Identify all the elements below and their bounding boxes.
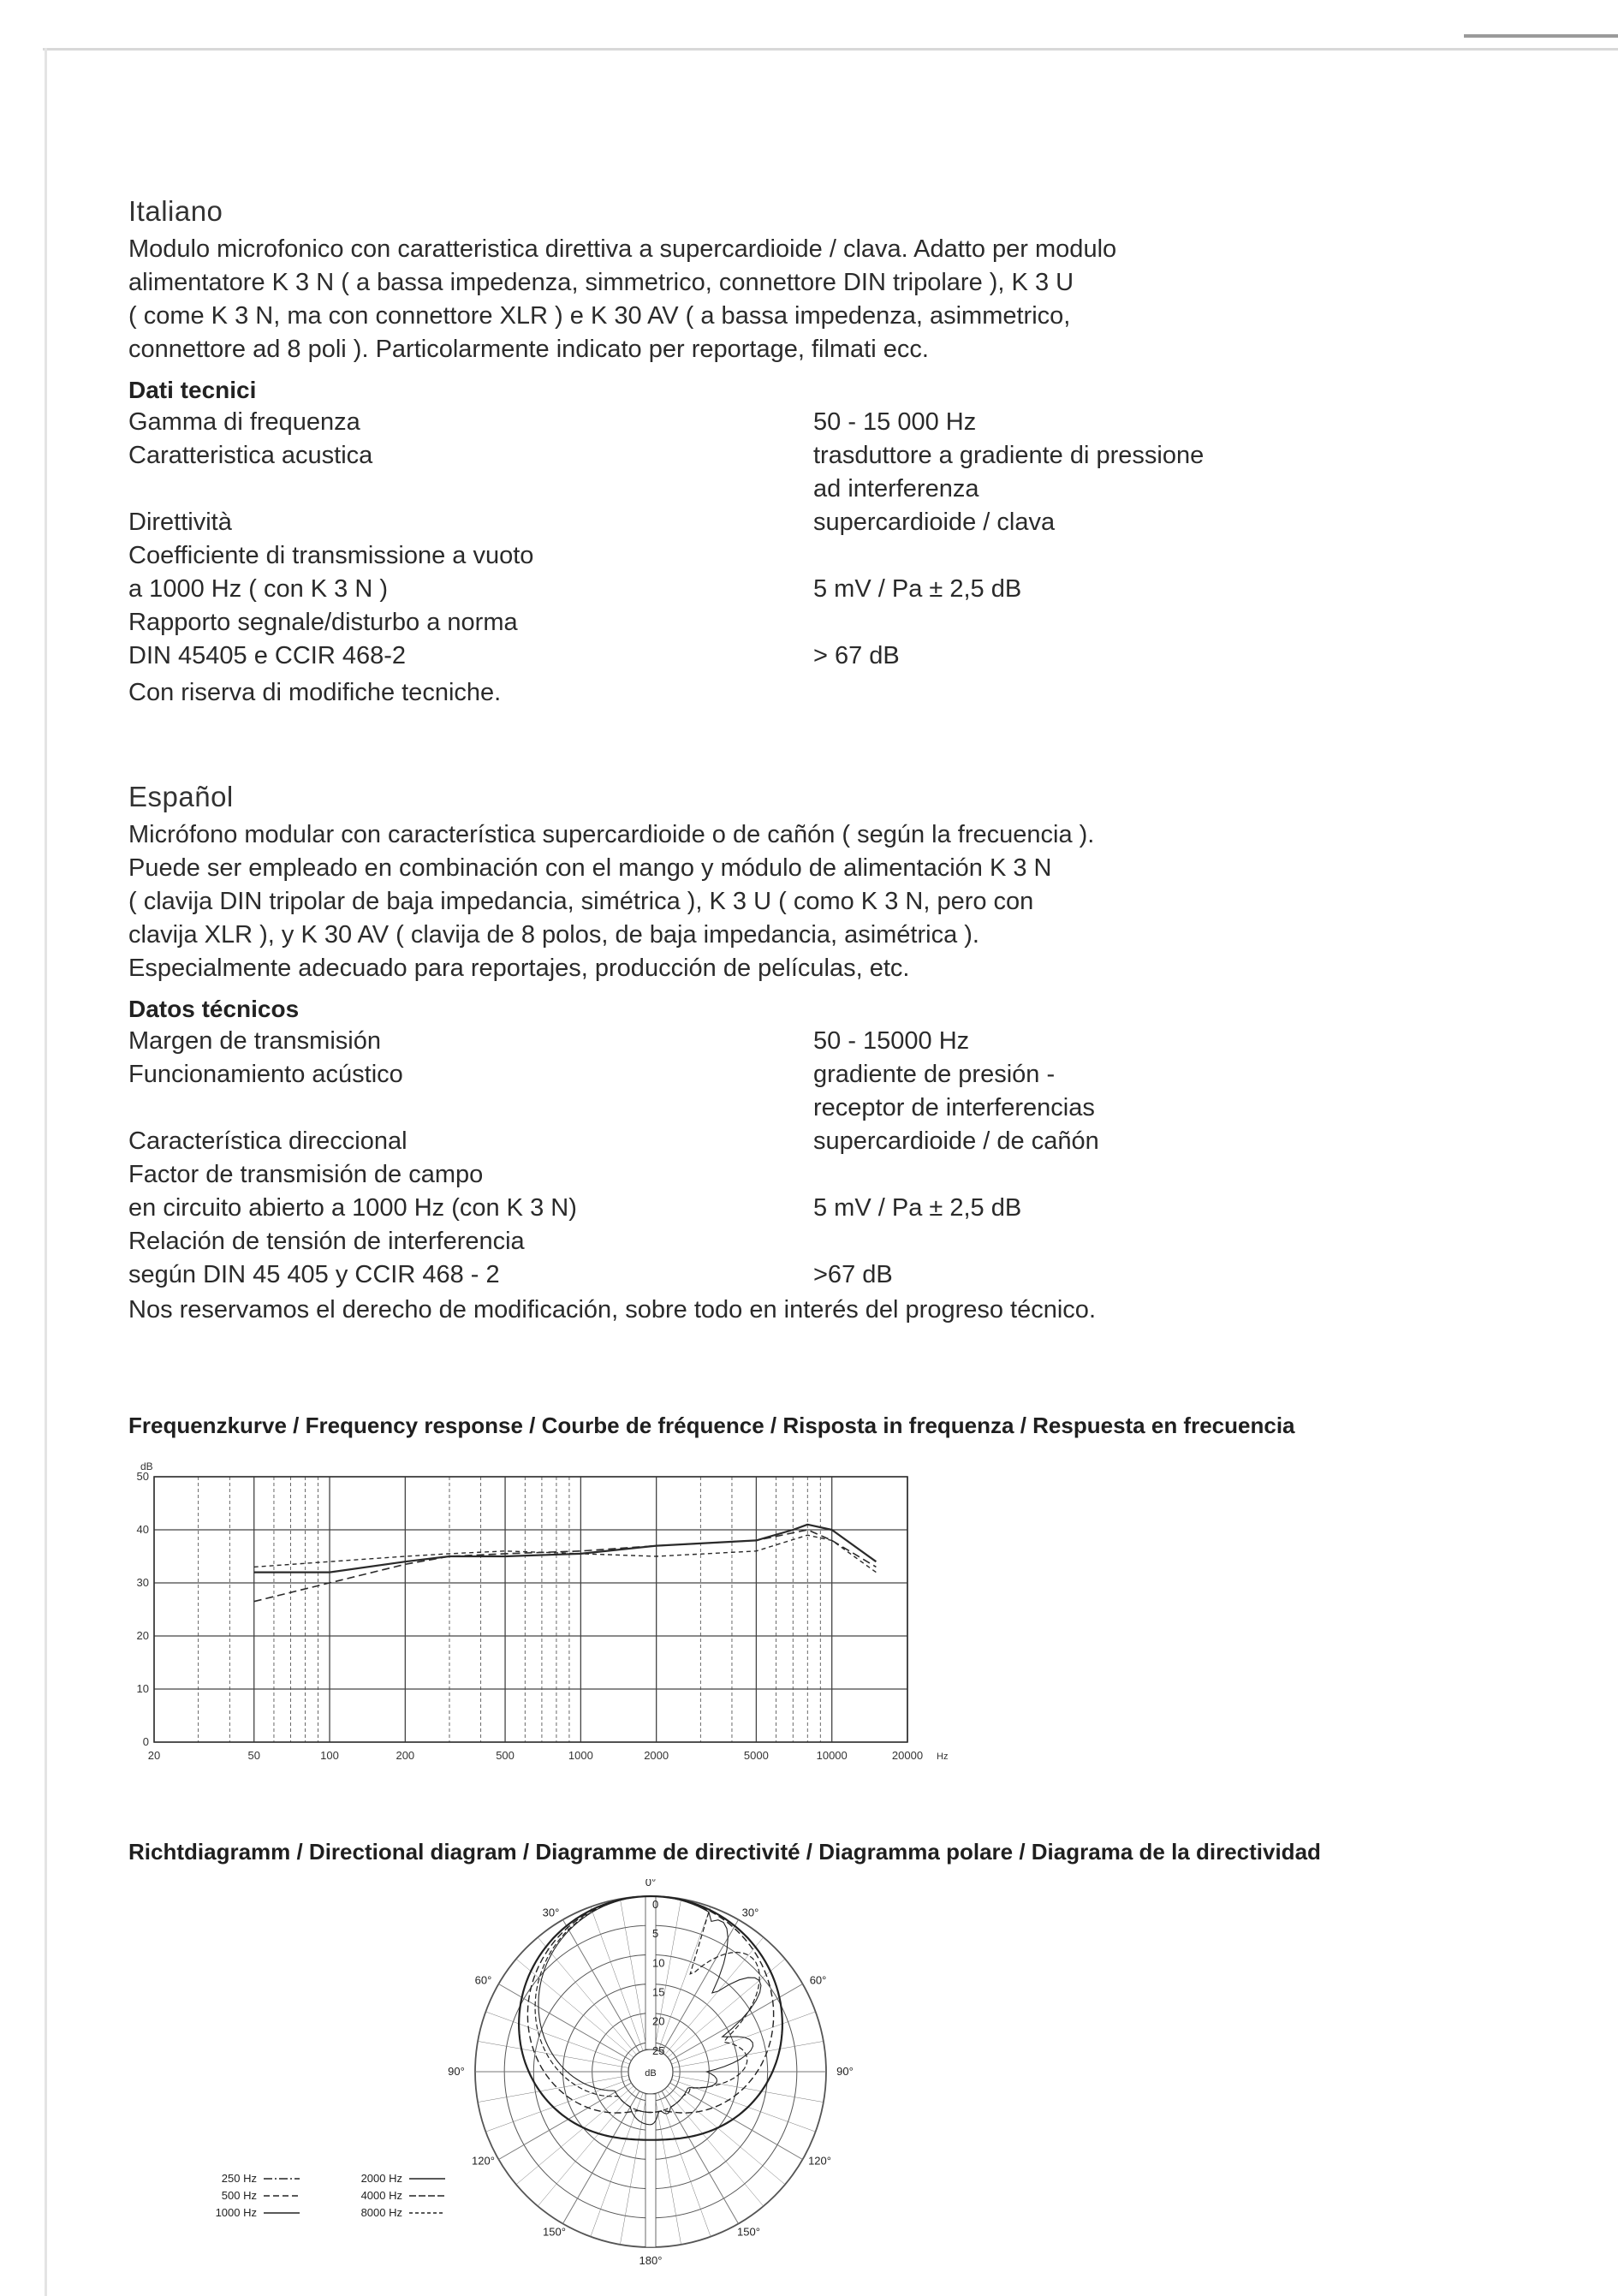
italiano-intro bbox=[128, 233, 1498, 366]
spec-label: Característica direccional bbox=[128, 1127, 407, 1155]
polar-spoke bbox=[671, 2079, 815, 2132]
polar-db-label: 20 bbox=[652, 2014, 665, 2028]
polar-spoke bbox=[673, 2076, 824, 2103]
spec-label: Funcionamiento acústico bbox=[128, 1061, 403, 1088]
spec-label: Caratteristica acustica bbox=[128, 442, 373, 469]
polar-spoke bbox=[655, 2094, 681, 2245]
polar-center-unit: dB bbox=[645, 2068, 657, 2079]
intro-line: alimentatore K 3 N ( a bassa impedenza, simmetrico, connettore DIN tripolare ), K 3 U bbox=[128, 269, 1074, 296]
italiano-spec-heading: Dati tecnici bbox=[128, 377, 257, 403]
intro-line: Modulo microfonico con caratteristica direttiva a supercardioide / clava. Adatto per modulo bbox=[128, 235, 1117, 263]
spec-value: >67 dB bbox=[813, 1261, 893, 1288]
scan-edge-left bbox=[45, 48, 47, 2296]
polar-legend bbox=[188, 2170, 479, 2230]
spec-label: Margen de transmisión bbox=[128, 1027, 381, 1055]
polar-spoke bbox=[516, 1959, 634, 2057]
legend-label: 1000 Hz bbox=[215, 2206, 257, 2219]
y-axis-unit: dB bbox=[140, 1460, 153, 1472]
polar-angle-label: 30° bbox=[741, 1906, 759, 1919]
spec-value: gradiente de presión - bbox=[813, 1061, 1056, 1088]
y-tick-label: 10 bbox=[136, 1682, 149, 1695]
polar-db-label: 25 bbox=[652, 2043, 665, 2057]
spec-label: Factor de transmisión de campo bbox=[128, 1161, 484, 1188]
polar-angle-label: 120° bbox=[808, 2154, 831, 2168]
polar-angle-label: 60° bbox=[474, 1973, 492, 1987]
intro-line: connettore ad 8 poli ). Particolarmente indicato per reportage, filmati ecc. bbox=[128, 336, 929, 363]
spec-label: Gamma di frequenza bbox=[128, 408, 360, 436]
frequency-response-chart bbox=[120, 1460, 1019, 1776]
polar-db-label: 5 bbox=[652, 1927, 659, 1941]
intro-line: Especialmente adecuado para reportajes, producción de películas, etc. bbox=[128, 955, 910, 982]
spec-label: a 1000 Hz ( con K 3 N ) bbox=[128, 575, 389, 603]
intro-line: ( come K 3 N, ma con connettore XLR ) e K 30 AV ( a bassa impedenza, asimmetrico, bbox=[128, 302, 1071, 330]
polar-angle-label: 150° bbox=[737, 2225, 760, 2239]
y-tick-label: 40 bbox=[136, 1523, 149, 1536]
chart-axis-labels bbox=[137, 1460, 949, 1762]
y-tick-label: 20 bbox=[136, 1629, 149, 1642]
chart-frame bbox=[154, 1477, 907, 1742]
spec-label: Coefficiente di transmissione a vuoto bbox=[128, 542, 534, 569]
polar-angle-label: 60° bbox=[809, 1973, 827, 1987]
spec-note: Nos reservamos el derecho de modificación, sobre todo en interés del progreso técnico. bbox=[128, 1296, 1096, 1323]
spec-value: supercardioide / de cañón bbox=[813, 1127, 1099, 1155]
intro-line: Puede ser empleado en combinación con el mango y módulo de alimentación K 3 N bbox=[128, 854, 1052, 882]
polar-spoke bbox=[498, 2083, 631, 2160]
legend-label: 250 Hz bbox=[221, 2172, 257, 2185]
x-tick-label: 10000 bbox=[816, 1749, 848, 1762]
spec-label: en circuito abierto a 1000 Hz (con K 3 N) bbox=[128, 1194, 577, 1222]
spec-value: 50 - 15 000 Hz bbox=[813, 408, 977, 436]
polar-spoke bbox=[563, 1919, 640, 2052]
x-tick-label: 2000 bbox=[644, 1749, 669, 1762]
polar-angle-label: 150° bbox=[543, 2225, 566, 2239]
polar-angle-label: 180° bbox=[639, 2254, 663, 2267]
section-italiano bbox=[128, 195, 1498, 714]
legend-label: 500 Hz bbox=[221, 2189, 257, 2202]
chart-grid bbox=[154, 1477, 907, 1742]
x-tick-label: 20 bbox=[147, 1749, 161, 1762]
chart-series bbox=[254, 1525, 877, 1602]
polar-spoke bbox=[673, 2041, 824, 2067]
x-tick-label: 50 bbox=[247, 1749, 260, 1762]
frequency-series-line bbox=[254, 1535, 877, 1572]
spec-value: trasduttore a gradiente di pressione bbox=[813, 442, 1205, 469]
polar-spoke bbox=[538, 1937, 636, 2055]
italiano-title: Italiano bbox=[128, 195, 223, 227]
intro-line: Micrófono modular con característica supercardioide o de cañón ( según la frecuencia ). bbox=[128, 821, 1095, 848]
polar-spoke bbox=[658, 2092, 711, 2236]
y-tick-label: 0 bbox=[142, 1735, 149, 1748]
y-tick-label: 50 bbox=[136, 1470, 149, 1483]
spec-value: 5 mV / Pa ± 2,5 dB bbox=[813, 1194, 1022, 1222]
spec-note: Con riserva di modifiche tecniche. bbox=[128, 679, 502, 706]
polar-scale-band bbox=[645, 2094, 656, 2247]
x-tick-label: 20000 bbox=[891, 1749, 924, 1762]
polar-spoke bbox=[658, 1906, 711, 2050]
polar-spoke bbox=[485, 2079, 629, 2132]
polar-spoke bbox=[516, 2086, 634, 2185]
y-tick-label: 30 bbox=[136, 1576, 149, 1589]
spec-value: receptor de interferencias bbox=[813, 1094, 1095, 1121]
x-axis-unit: Hz bbox=[937, 1752, 949, 1762]
x-tick-label: 5000 bbox=[743, 1749, 769, 1762]
x-tick-label: 1000 bbox=[568, 1749, 593, 1762]
spec-value: supercardioide / clava bbox=[813, 509, 1056, 536]
polar-db-label: 0 bbox=[652, 1898, 659, 1911]
polar-diagram bbox=[445, 1879, 890, 2281]
polar-spoke bbox=[485, 2012, 629, 2064]
italiano-spec-table bbox=[128, 406, 1498, 714]
espanol-spec-heading: Datos técnicos bbox=[128, 996, 300, 1022]
x-tick-label: 500 bbox=[496, 1749, 515, 1762]
section-espanol bbox=[128, 781, 1498, 1333]
polar-angle-label: 120° bbox=[472, 2154, 495, 2168]
polar-angle-label: 30° bbox=[542, 1906, 560, 1919]
intro-line: ( clavija DIN tripolar de baja impedancia, simétrica ), K 3 U ( como K 3 N, pero con bbox=[128, 888, 1034, 915]
spec-label: Rapporto segnale/disturbo a norma bbox=[128, 609, 518, 636]
polar-spoke bbox=[591, 2092, 643, 2236]
x-tick-label: 100 bbox=[320, 1749, 339, 1762]
polar-angle-label: 90° bbox=[836, 2065, 854, 2078]
polar-spoke bbox=[478, 2076, 628, 2103]
scan-edge-top bbox=[43, 48, 1618, 51]
spec-label: DIN 45405 e CCIR 468-2 bbox=[128, 642, 406, 669]
polar-db-label: 15 bbox=[652, 1985, 665, 1999]
frequency-response-title: Frequenzkurve / Frequency response / Courbe de fréquence / Risposta in frequenza / Respuesta en frecuencia bbox=[128, 1413, 1295, 1438]
legend-label: 2000 Hz bbox=[360, 2172, 402, 2185]
spec-value: 50 - 15000 Hz bbox=[813, 1027, 970, 1055]
frequency-series-line bbox=[254, 1530, 877, 1602]
spec-label: Relación de tensión de interferencia bbox=[128, 1228, 525, 1255]
spec-value: 5 mV / Pa ± 2,5 dB bbox=[813, 575, 1022, 603]
legend-label: 8000 Hz bbox=[360, 2206, 402, 2219]
polar-angle-label: 0° bbox=[645, 1879, 657, 1889]
polar-spoke bbox=[620, 1899, 646, 2049]
polar-spoke bbox=[620, 2094, 646, 2245]
spec-value: ad interferenza bbox=[813, 475, 979, 503]
polar-spoke bbox=[563, 2091, 640, 2224]
x-tick-label: 200 bbox=[396, 1749, 415, 1762]
polar-spoke bbox=[665, 1937, 764, 2055]
spec-value: > 67 dB bbox=[813, 642, 900, 669]
intro-line: clavija XLR ), y K 30 AV ( clavija de 8 polos, de baja impedancia, asimétrica ). bbox=[128, 921, 979, 949]
spec-label: según DIN 45 405 y CCIR 468 - 2 bbox=[128, 1261, 500, 1288]
polar-angle-label: 90° bbox=[448, 2065, 465, 2078]
directional-diagram-title: Richtdiagramm / Directional diagram / Diagramme de directivité / Diagramma polare / Diagrama de la directividad bbox=[128, 1839, 1321, 1865]
espanol-intro bbox=[128, 818, 1498, 985]
espanol-title: Español bbox=[128, 781, 234, 812]
legend-label: 4000 Hz bbox=[360, 2189, 402, 2202]
polar-spoke bbox=[591, 1906, 643, 2050]
polar-db-label: 10 bbox=[652, 1956, 665, 1970]
spec-label: Direttività bbox=[128, 509, 232, 536]
espanol-spec-table bbox=[128, 1025, 1498, 1333]
scan-edge-right bbox=[1464, 34, 1618, 38]
frequency-series-line bbox=[254, 1525, 877, 1573]
